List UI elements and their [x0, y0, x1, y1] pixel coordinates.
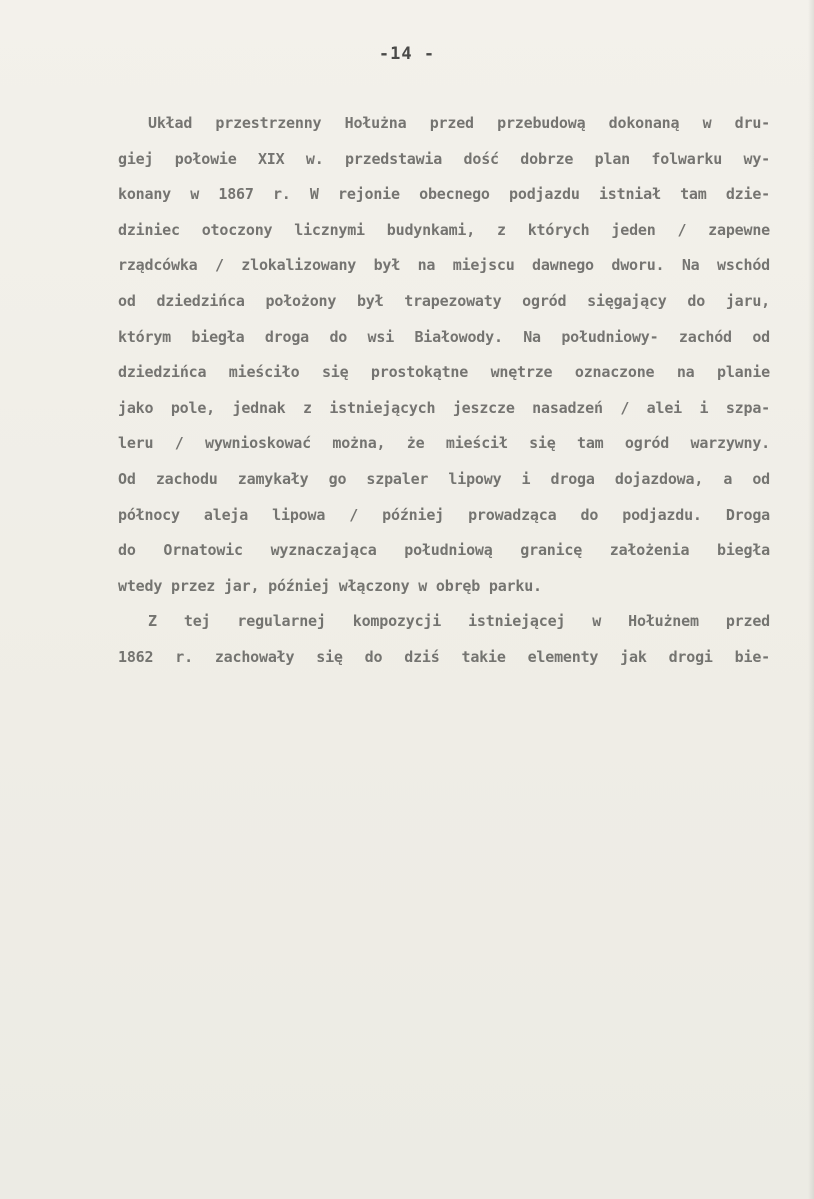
- text-line: Od zachodu zamykały go szpaler lipowy i droga dojazdowa, a od: [118, 469, 770, 488]
- text-line: północy aleja lipowa / później prowadząca do podjazdu. Droga: [118, 505, 770, 524]
- text-line: wtedy przez jar, później włączony w obręb parku.: [118, 576, 542, 595]
- body-text: [118, 106, 770, 676]
- page-number: -14 -: [378, 44, 436, 64]
- text-line: konany w 1867 r. W rejonie obecnego podjazdu istniał tam dzie-: [118, 185, 770, 204]
- text-line: do Ornatowic wyznaczająca południową granicę założenia biegła: [118, 541, 770, 560]
- text-line: Układ przestrzenny Hołużna przed przebudową dokonaną w dru-: [148, 114, 770, 132]
- text-line: od dziedzińca położony był trapezowaty ogród sięgający do jaru,: [118, 291, 770, 310]
- page-edge-shadow: [808, 0, 814, 1199]
- text-line: 1862 r. zachowały się do dziś takie elementy jak drogi bie-: [118, 647, 770, 666]
- text-line: dziedzińca mieściło się prostokątne wnętrze oznaczone na planie: [118, 363, 770, 382]
- text-line: giej połowie XIX w. przedstawia dość dobrze plan folwarku wy-: [118, 149, 770, 168]
- text-line: jako pole, jednak z istniejących jeszcze nasadzeń / alei i szpa-: [118, 398, 770, 417]
- text-line: którym biegła droga do wsi Białowody. Na południowy- zachód od: [118, 327, 770, 346]
- text-line: rządcówka / zlokalizowany był na miejscu dawnego dworu. Na wschód: [118, 256, 770, 275]
- text-line: Z tej regularnej kompozycji istniejącej w Hołużnem przed: [148, 612, 770, 631]
- text-line: leru / wywnioskować można, że mieścił się tam ogród warzywny.: [118, 434, 770, 453]
- text-line: dziniec otoczony licznymi budynkami, z których jeden / zapewne: [118, 220, 770, 239]
